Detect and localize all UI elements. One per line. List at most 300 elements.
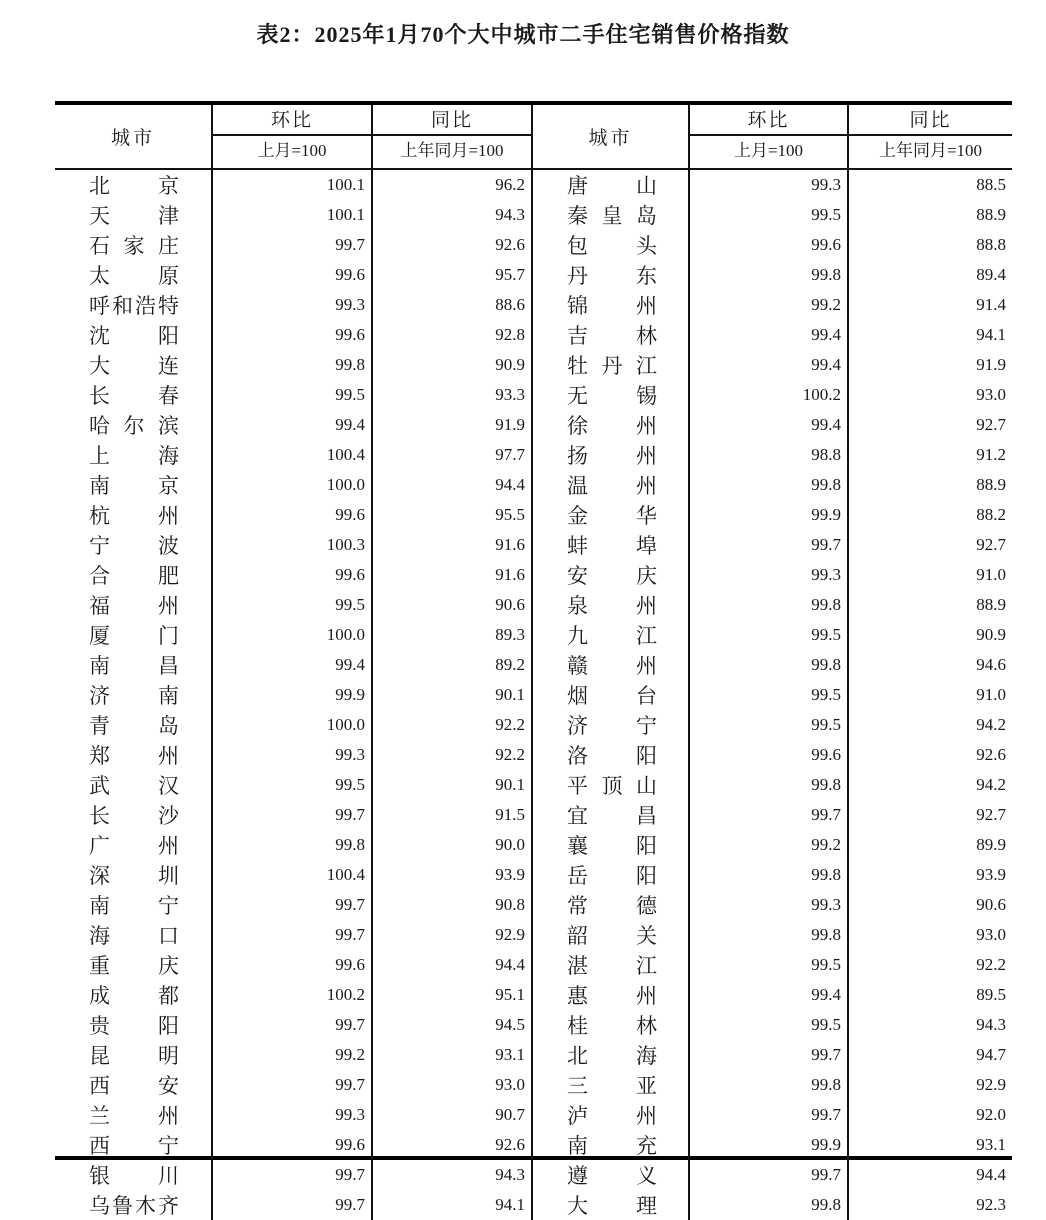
table-row — [55, 830, 1012, 860]
mom-value-right: 99.8 — [690, 770, 849, 800]
city-cell-right — [533, 680, 690, 710]
city-cell-right — [533, 1070, 690, 1100]
city-name: 大理 — [567, 1194, 657, 1218]
city-name: 常德 — [567, 894, 657, 918]
table-row — [55, 1010, 1012, 1040]
yoy-value-left: 93.1 — [373, 1040, 533, 1070]
city-name: 赣州 — [567, 654, 657, 678]
yoy-value-right: 94.7 — [976, 1045, 1006, 1064]
yoy-value-left: 90.6 — [373, 590, 533, 620]
table-row — [55, 920, 1012, 950]
city-name: 洛阳 — [567, 744, 657, 768]
city-name: 深圳 — [89, 864, 179, 888]
city-cell-left — [55, 1070, 213, 1100]
city-name: 北海 — [567, 1044, 657, 1068]
yoy-value-left: 92.6 — [373, 1130, 533, 1160]
city-name: 遵义 — [567, 1164, 657, 1188]
yoy-value-right: 89.5 — [976, 985, 1006, 1004]
city-name: 锦州 — [567, 294, 657, 318]
city-name: 广州 — [89, 834, 179, 858]
yoy-value-left: 90.9 — [373, 350, 533, 380]
city-cell-right — [533, 740, 690, 770]
yoy-value-left: 94.4 — [373, 470, 533, 500]
city-cell-right — [533, 920, 690, 950]
mom-value-left: 99.2 — [213, 1040, 373, 1070]
mom-value-right: 100.2 — [690, 380, 849, 410]
mom-value-right: 98.8 — [690, 440, 849, 470]
yoy-value-right: 88.9 — [976, 475, 1006, 494]
yoy-value-left: 91.5 — [373, 800, 533, 830]
table-row — [55, 740, 1012, 770]
yoy-value-right: 88.9 — [976, 595, 1006, 614]
city-cell-left — [55, 290, 213, 320]
city-name: 长沙 — [89, 804, 179, 828]
yoy-value-right: 92.7 — [976, 535, 1006, 554]
header-mom-right-base: 上月=100 — [733, 141, 804, 160]
city-cell-left — [55, 650, 213, 680]
mom-value-right: 99.5 — [690, 710, 849, 740]
mom-value-left: 99.7 — [213, 1160, 373, 1190]
city-name: 大连 — [89, 354, 179, 378]
mom-value-left: 99.8 — [213, 350, 373, 380]
yoy-value-right: 94.2 — [976, 775, 1006, 794]
city-name: 武汉 — [89, 774, 179, 798]
yoy-value-left: 89.3 — [373, 620, 533, 650]
city-name: 重庆 — [89, 954, 179, 978]
table-row — [55, 320, 1012, 350]
city-cell-right — [533, 770, 690, 800]
city-cell-right — [533, 1130, 690, 1160]
table-row — [55, 800, 1012, 830]
mom-value-right: 99.7 — [690, 1100, 849, 1130]
yoy-value-left: 92.8 — [373, 320, 533, 350]
city-name: 南昌 — [89, 654, 179, 678]
yoy-value-left: 94.3 — [373, 1160, 533, 1190]
city-cell-right — [533, 830, 690, 860]
header-mom-left — [213, 105, 373, 168]
table-row — [55, 1130, 1012, 1160]
city-name: 天津 — [89, 204, 179, 228]
yoy-value-right: 93.1 — [976, 1135, 1006, 1154]
city-cell-left — [55, 620, 213, 650]
city-name: 济南 — [89, 684, 179, 708]
mom-value-right: 99.3 — [690, 890, 849, 920]
mom-value-left: 99.4 — [213, 410, 373, 440]
yoy-value-left: 94.5 — [373, 1010, 533, 1040]
city-name: 南京 — [89, 474, 179, 498]
yoy-value-right: 93.0 — [976, 385, 1006, 404]
table-row — [55, 980, 1012, 1010]
city-name: 秦皇岛 — [567, 204, 657, 228]
city-cell-right — [533, 290, 690, 320]
city-name: 北京 — [89, 174, 179, 198]
yoy-value-right: 92.9 — [976, 1075, 1006, 1094]
city-cell-right — [533, 860, 690, 890]
yoy-value-right: 91.9 — [976, 355, 1006, 374]
city-name: 石家庄 — [89, 234, 179, 258]
city-cell-right — [533, 1190, 690, 1220]
table-row — [55, 650, 1012, 680]
yoy-value-right: 94.4 — [976, 1165, 1006, 1184]
city-cell-left — [55, 1040, 213, 1070]
city-cell-left — [55, 1160, 213, 1190]
city-name: 哈尔滨 — [89, 414, 179, 438]
city-cell-right — [533, 620, 690, 650]
city-name: 太原 — [89, 264, 179, 288]
city-cell-left — [55, 560, 213, 590]
city-cell-right — [533, 890, 690, 920]
table-row — [55, 950, 1012, 980]
city-cell-left — [55, 1130, 213, 1160]
table-row — [55, 1040, 1012, 1070]
city-cell-left — [55, 830, 213, 860]
yoy-value-right: 90.6 — [976, 895, 1006, 914]
mom-value-right: 99.7 — [690, 1160, 849, 1190]
mom-value-left: 100.1 — [213, 200, 373, 230]
mom-value-right: 99.6 — [690, 230, 849, 260]
mom-value-left: 100.2 — [213, 980, 373, 1010]
mom-value-left: 100.0 — [213, 710, 373, 740]
mom-value-right: 99.7 — [690, 1040, 849, 1070]
table-row — [55, 230, 1012, 260]
yoy-value-right: 93.9 — [976, 865, 1006, 884]
header-mom-right — [690, 105, 849, 168]
yoy-value-left: 90.0 — [373, 830, 533, 860]
yoy-value-left: 88.6 — [373, 290, 533, 320]
city-cell-right — [533, 260, 690, 290]
city-cell-right — [533, 950, 690, 980]
city-name: 南宁 — [89, 894, 179, 918]
mom-value-left: 100.0 — [213, 470, 373, 500]
city-name: 宜昌 — [567, 804, 657, 828]
city-name: 杭州 — [89, 504, 179, 528]
table-row — [55, 410, 1012, 440]
city-name: 乌鲁木齐 — [89, 1194, 179, 1218]
city-name: 昆明 — [89, 1044, 179, 1068]
city-name: 吉林 — [567, 324, 657, 348]
mom-value-right: 99.8 — [690, 650, 849, 680]
yoy-value-left: 91.6 — [373, 530, 533, 560]
yoy-value-left: 92.9 — [373, 920, 533, 950]
header-yoy-right-label: 同比 — [849, 105, 1012, 136]
city-name: 扬州 — [567, 444, 657, 468]
city-name: 西宁 — [89, 1134, 179, 1158]
table-row — [55, 860, 1012, 890]
table-row — [55, 1190, 1012, 1220]
yoy-value-left: 91.9 — [373, 410, 533, 440]
mom-value-left: 100.1 — [213, 170, 373, 200]
yoy-value-right: 92.7 — [976, 415, 1006, 434]
yoy-value-left: 92.2 — [373, 740, 533, 770]
city-cell-right — [533, 980, 690, 1010]
city-name: 惠州 — [567, 984, 657, 1008]
header-yoy-right-base: 上年同月=100 — [878, 141, 983, 160]
table-row — [55, 770, 1012, 800]
yoy-value-right: 91.0 — [976, 685, 1006, 704]
city-name: 合肥 — [89, 564, 179, 588]
yoy-value-right: 94.1 — [976, 325, 1006, 344]
mom-value-right: 99.7 — [690, 530, 849, 560]
city-cell-left — [55, 320, 213, 350]
city-cell-left — [55, 860, 213, 890]
city-name: 丹东 — [567, 264, 657, 288]
yoy-value-right: 91.0 — [976, 565, 1006, 584]
table-row — [55, 470, 1012, 500]
mom-value-right: 99.3 — [690, 560, 849, 590]
mom-value-left: 99.6 — [213, 560, 373, 590]
mom-value-right: 99.8 — [690, 590, 849, 620]
city-name: 青岛 — [89, 714, 179, 738]
city-name: 徐州 — [567, 414, 657, 438]
city-cell-right — [533, 1100, 690, 1130]
yoy-value-left: 97.7 — [373, 440, 533, 470]
city-cell-right — [533, 1160, 690, 1190]
city-name: 韶关 — [567, 924, 657, 948]
city-cell-left — [55, 200, 213, 230]
city-name: 宁波 — [89, 534, 179, 558]
city-name: 金华 — [567, 504, 657, 528]
city-name: 郑州 — [89, 744, 179, 768]
city-name: 泸州 — [567, 1104, 657, 1128]
table-row — [55, 710, 1012, 740]
mom-value-left: 99.3 — [213, 1100, 373, 1130]
mom-value-left: 99.6 — [213, 1130, 373, 1160]
mom-value-left: 99.3 — [213, 740, 373, 770]
table-row — [55, 1100, 1012, 1130]
yoy-value-left: 93.9 — [373, 860, 533, 890]
city-name: 成都 — [89, 984, 179, 1008]
table-row — [55, 680, 1012, 710]
mom-value-right: 99.5 — [690, 1010, 849, 1040]
city-cell-left — [55, 890, 213, 920]
city-cell-right — [533, 350, 690, 380]
city-name: 银川 — [89, 1164, 179, 1188]
city-cell-left — [55, 680, 213, 710]
city-cell-right — [533, 170, 690, 200]
page-title: 表2：2025年1月70个大中城市二手住宅销售价格指数 — [256, 22, 790, 47]
header-yoy-left-label: 同比 — [373, 105, 531, 136]
mom-value-right: 99.2 — [690, 290, 849, 320]
yoy-value-right: 92.6 — [976, 745, 1006, 764]
yoy-value-left: 94.3 — [373, 200, 533, 230]
city-name: 泉州 — [567, 594, 657, 618]
table-row — [55, 590, 1012, 620]
mom-value-right: 99.5 — [690, 620, 849, 650]
city-cell-left — [55, 410, 213, 440]
yoy-value-right: 91.2 — [976, 445, 1006, 464]
yoy-value-right: 94.6 — [976, 655, 1006, 674]
yoy-value-left: 93.0 — [373, 1070, 533, 1100]
table-row — [55, 500, 1012, 530]
mom-value-right: 99.4 — [690, 320, 849, 350]
mom-value-left: 99.6 — [213, 950, 373, 980]
table-row — [55, 1160, 1012, 1190]
header-mom-left-base: 上月=100 — [257, 141, 327, 160]
city-cell-left — [55, 350, 213, 380]
mom-value-left: 100.4 — [213, 440, 373, 470]
city-name: 无锡 — [567, 384, 657, 408]
yoy-value-right: 93.0 — [976, 925, 1006, 944]
mom-value-left: 99.5 — [213, 380, 373, 410]
yoy-value-left: 89.2 — [373, 650, 533, 680]
mom-value-right: 99.8 — [690, 470, 849, 500]
city-cell-left — [55, 440, 213, 470]
city-cell-right — [533, 470, 690, 500]
mom-value-left: 99.7 — [213, 1070, 373, 1100]
yoy-value-left: 96.2 — [373, 170, 533, 200]
header-mom-left-label: 环比 — [213, 105, 371, 136]
table-row — [55, 290, 1012, 320]
yoy-value-left: 90.7 — [373, 1100, 533, 1130]
table-row — [55, 890, 1012, 920]
city-name: 九江 — [567, 624, 657, 648]
table-header — [55, 105, 1012, 170]
table-row — [55, 560, 1012, 590]
city-cell-left — [55, 260, 213, 290]
mom-value-left: 99.7 — [213, 230, 373, 260]
city-cell-right — [533, 1010, 690, 1040]
table-row — [55, 350, 1012, 380]
city-name: 唐山 — [567, 174, 657, 198]
header-yoy-left-base: 上年同月=100 — [400, 141, 504, 160]
table-row — [55, 440, 1012, 470]
city-name: 安庆 — [567, 564, 657, 588]
mom-value-left: 99.7 — [213, 1010, 373, 1040]
mom-value-right: 99.4 — [690, 980, 849, 1010]
city-cell-right — [533, 230, 690, 260]
city-name: 贵阳 — [89, 1014, 179, 1038]
mom-value-left: 99.3 — [213, 290, 373, 320]
yoy-value-right: 89.4 — [976, 265, 1006, 284]
mom-value-right: 99.5 — [690, 200, 849, 230]
mom-value-right: 99.7 — [690, 800, 849, 830]
city-cell-right — [533, 800, 690, 830]
city-cell-left — [55, 1100, 213, 1130]
yoy-value-left: 90.8 — [373, 890, 533, 920]
city-name: 厦门 — [89, 624, 179, 648]
city-cell-right — [533, 440, 690, 470]
table-row — [55, 260, 1012, 290]
mom-value-left: 99.5 — [213, 590, 373, 620]
city-name: 包头 — [567, 234, 657, 258]
city-name: 兰州 — [89, 1104, 179, 1128]
mom-value-left: 99.6 — [213, 500, 373, 530]
city-cell-right — [533, 380, 690, 410]
city-name: 岳阳 — [567, 864, 657, 888]
yoy-value-left: 91.6 — [373, 560, 533, 590]
city-cell-right — [533, 320, 690, 350]
city-cell-left — [55, 710, 213, 740]
city-name: 呼和浩特 — [89, 294, 179, 318]
yoy-value-right: 94.2 — [976, 715, 1006, 734]
yoy-value-left: 92.6 — [373, 230, 533, 260]
city-name: 济宁 — [567, 714, 657, 738]
mom-value-left: 99.7 — [213, 890, 373, 920]
header-mom-right-label: 环比 — [690, 105, 847, 136]
city-name: 蚌埠 — [567, 534, 657, 558]
city-name: 牡丹江 — [567, 354, 657, 378]
mom-value-left: 99.9 — [213, 680, 373, 710]
mom-value-right: 99.2 — [690, 830, 849, 860]
yoy-value-left: 90.1 — [373, 770, 533, 800]
mom-value-left: 100.4 — [213, 860, 373, 890]
city-cell-left — [55, 500, 213, 530]
city-name: 平顶山 — [567, 774, 657, 798]
city-cell-left — [55, 590, 213, 620]
yoy-value-left: 94.1 — [373, 1190, 533, 1220]
header-city-left: 城市 — [55, 105, 213, 168]
yoy-value-right: 90.9 — [976, 625, 1006, 644]
mom-value-right: 99.9 — [690, 500, 849, 530]
city-name: 西安 — [89, 1074, 179, 1098]
city-cell-right — [533, 590, 690, 620]
city-cell-right — [533, 560, 690, 590]
mom-value-right: 99.9 — [690, 1130, 849, 1160]
yoy-value-left: 95.7 — [373, 260, 533, 290]
city-name: 温州 — [567, 474, 657, 498]
city-cell-left — [55, 1190, 213, 1220]
city-cell-left — [55, 980, 213, 1010]
table-row — [55, 530, 1012, 560]
mom-value-right: 99.4 — [690, 350, 849, 380]
city-cell-right — [533, 710, 690, 740]
city-cell-right — [533, 1040, 690, 1070]
city-cell-right — [533, 410, 690, 440]
table-row — [55, 620, 1012, 650]
city-cell-right — [533, 200, 690, 230]
city-cell-left — [55, 230, 213, 260]
city-cell-right — [533, 650, 690, 680]
mom-value-right: 99.4 — [690, 410, 849, 440]
city-cell-left — [55, 800, 213, 830]
city-name: 烟台 — [567, 684, 657, 708]
mom-value-right: 99.8 — [690, 260, 849, 290]
city-name: 南充 — [567, 1134, 657, 1158]
mom-value-right: 99.8 — [690, 1070, 849, 1100]
city-name: 湛江 — [567, 954, 657, 978]
mom-value-right: 99.5 — [690, 950, 849, 980]
city-cell-left — [55, 530, 213, 560]
mom-value-left: 99.5 — [213, 770, 373, 800]
table-row — [55, 1070, 1012, 1100]
yoy-value-right: 92.3 — [976, 1195, 1006, 1214]
yoy-value-left: 95.5 — [373, 500, 533, 530]
city-cell-left — [55, 380, 213, 410]
mom-value-left: 99.7 — [213, 920, 373, 950]
yoy-value-right: 88.8 — [976, 235, 1006, 254]
mom-value-right: 99.8 — [690, 920, 849, 950]
header-yoy-right — [849, 105, 1012, 168]
table-row — [55, 200, 1012, 230]
yoy-value-left: 94.4 — [373, 950, 533, 980]
mom-value-left: 99.8 — [213, 830, 373, 860]
city-name: 海口 — [89, 924, 179, 948]
mom-value-right: 99.8 — [690, 860, 849, 890]
price-index-table — [55, 101, 1012, 1218]
table-row — [55, 380, 1012, 410]
city-cell-left — [55, 950, 213, 980]
city-name: 襄阳 — [567, 834, 657, 858]
table-row — [55, 170, 1012, 200]
mom-value-right: 99.3 — [690, 170, 849, 200]
city-name: 三亚 — [567, 1074, 657, 1098]
mom-value-left: 99.4 — [213, 650, 373, 680]
yoy-value-left: 90.1 — [373, 680, 533, 710]
yoy-value-right: 88.5 — [976, 175, 1006, 194]
header-city-right: 城市 — [533, 105, 690, 168]
city-cell-left — [55, 920, 213, 950]
city-name: 长春 — [89, 384, 179, 408]
